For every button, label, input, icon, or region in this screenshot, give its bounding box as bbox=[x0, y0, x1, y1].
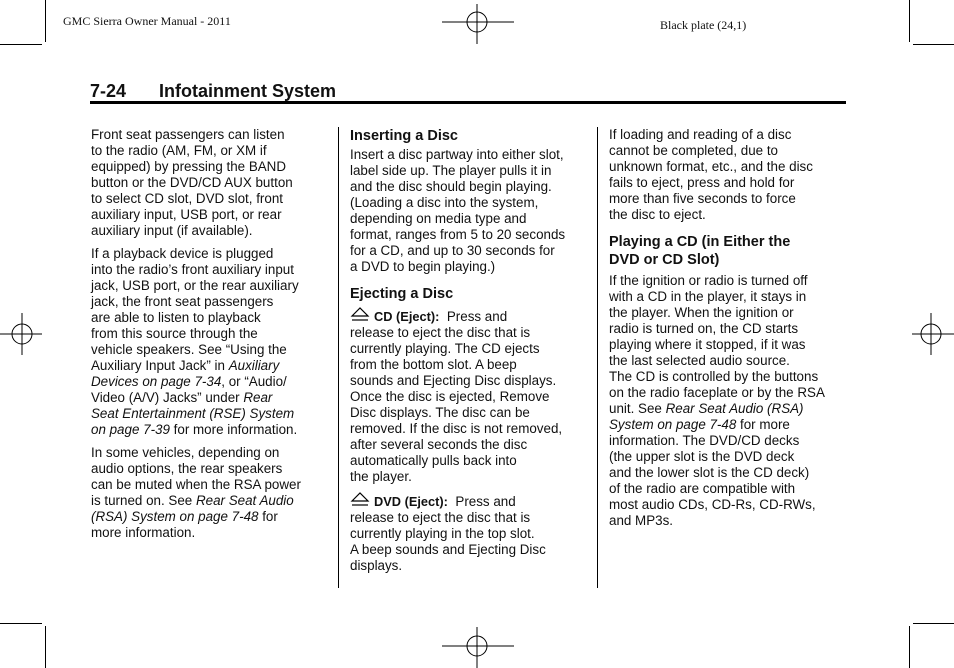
text-line: Disc displays. The disc can be bbox=[350, 405, 530, 420]
text-line bbox=[609, 401, 849, 417]
text-line: audio options, the rear speakers bbox=[91, 461, 283, 476]
text-line: playing where it stopped, if it was bbox=[609, 337, 806, 352]
text-line: of the radio are compatible with bbox=[609, 481, 796, 496]
subheading-line: DVD or CD Slot) bbox=[609, 252, 720, 268]
crop-mark bbox=[909, 0, 910, 42]
cross-reference-link[interactable]: System on page 7-48 bbox=[609, 417, 737, 432]
column-2 bbox=[350, 127, 590, 581]
text-line: on the radio faceplate or by the RSA bbox=[609, 385, 825, 400]
eject-icon bbox=[350, 492, 370, 508]
text-run: Press and bbox=[439, 309, 508, 324]
text-line: from the bottom slot. A beep bbox=[350, 357, 517, 372]
text-run: Video (A/V) Jacks” under bbox=[91, 390, 244, 405]
text-line bbox=[91, 374, 331, 390]
text-line: removed. If the disc is not removed, bbox=[350, 421, 563, 436]
text-line: can be muted when the RSA power bbox=[91, 477, 301, 492]
page-number: 7-24 bbox=[90, 81, 127, 101]
text-line: button or the DVD/CD AUX button bbox=[91, 175, 293, 190]
text-line: and the disc should begin playing. bbox=[350, 179, 552, 194]
plate-label: Black plate (24,1) bbox=[660, 18, 747, 32]
text-line: sounds and Ejecting Disc displays. bbox=[350, 373, 557, 388]
text-line: jack, the front seat passengers bbox=[91, 294, 274, 309]
text-line: currently playing. The CD ejects bbox=[350, 341, 540, 356]
cross-reference-link[interactable]: Seat Entertainment (RSE) System bbox=[91, 406, 295, 421]
text-line bbox=[91, 509, 331, 525]
text-line: If a playback device is plugged bbox=[91, 246, 274, 261]
registration-mark bbox=[0, 313, 42, 355]
text-line: to select CD slot, DVD slot, front bbox=[91, 191, 283, 206]
cross-reference-link[interactable]: Rear Seat Audio (RSA) bbox=[665, 401, 804, 416]
text-run: for more information. bbox=[169, 422, 298, 437]
subheading-line: Playing a CD (in Either the bbox=[609, 234, 791, 250]
text-line: the player. bbox=[350, 469, 412, 484]
paragraph bbox=[350, 147, 590, 275]
text-run: Press and bbox=[447, 494, 516, 509]
column-divider bbox=[338, 127, 339, 588]
text-line: A beep sounds and Ejecting Disc bbox=[350, 542, 546, 557]
text-line: release to eject the disc that is bbox=[350, 510, 531, 525]
text-line: auxiliary input (if available). bbox=[91, 223, 253, 238]
subheading bbox=[609, 233, 849, 269]
text-line: jack, USB port, or the rear auxiliary bbox=[91, 278, 299, 293]
cross-reference-link[interactable]: Rear Seat Audio bbox=[195, 493, 294, 508]
text-line: after several seconds the disc bbox=[350, 437, 528, 452]
text-line: information. The DVD/CD decks bbox=[609, 433, 800, 448]
text-line bbox=[91, 390, 331, 406]
text-line: If loading and reading of a disc bbox=[609, 127, 792, 142]
text-line: and MP3s. bbox=[609, 513, 674, 528]
registration-mark bbox=[912, 313, 954, 355]
crop-mark bbox=[913, 44, 954, 45]
column-3 bbox=[609, 127, 849, 536]
text-line: from this source through the bbox=[91, 326, 258, 341]
text-run: Auxiliary Input Jack” in bbox=[91, 358, 229, 373]
cross-reference-link[interactable]: on page 7-39 bbox=[91, 422, 170, 437]
crop-mark bbox=[909, 626, 910, 668]
cross-reference-link[interactable]: (RSA) System on page 7-48 bbox=[91, 509, 259, 524]
column-1 bbox=[91, 127, 331, 548]
text-line bbox=[350, 492, 590, 510]
crop-mark bbox=[45, 626, 46, 668]
text-line: auxiliary input, USB port, or rear bbox=[91, 207, 282, 222]
text-line: currently playing in the top slot. bbox=[350, 526, 535, 541]
text-line: (the upper slot is the DVD deck bbox=[609, 449, 795, 464]
text-line bbox=[91, 358, 331, 374]
text-line: Insert a disc partway into either slot, bbox=[350, 147, 564, 162]
eject-icon bbox=[350, 307, 370, 323]
text-run: for bbox=[258, 509, 278, 524]
text-line bbox=[91, 422, 331, 438]
text-line: automatically pulls back into bbox=[350, 453, 517, 468]
text-line: most audio CDs, CD-Rs, CD-RWs, bbox=[609, 497, 816, 512]
text-line: label side up. The player pulls it in bbox=[350, 163, 552, 178]
text-line: cannot be completed, due to bbox=[609, 143, 778, 158]
text-line: to the radio (AM, FM, or XM if bbox=[91, 143, 267, 158]
text-line: vehicle speakers. See “Using the bbox=[91, 342, 287, 357]
text-line: a DVD to begin playing.) bbox=[350, 259, 496, 274]
crop-mark bbox=[0, 44, 42, 45]
text-line: (Loading a disc into the system, bbox=[350, 195, 539, 210]
paragraph bbox=[350, 492, 590, 574]
text-line bbox=[91, 493, 331, 509]
text-line: the last selected audio source. bbox=[609, 353, 790, 368]
text-line: unknown format, etc., and the disc bbox=[609, 159, 813, 174]
registration-mark bbox=[442, 627, 514, 668]
subheading: Inserting a Disc bbox=[350, 128, 458, 144]
text-line: format, ranges from 5 to 20 seconds bbox=[350, 227, 566, 242]
cd-eject-label: CD (Eject): bbox=[374, 309, 440, 324]
text-line: and the lower slot is the CD deck) bbox=[609, 465, 810, 480]
text-line: with a CD in the player, it stays in bbox=[609, 289, 807, 304]
text-line: depending on media type and bbox=[350, 211, 527, 226]
cross-reference-link[interactable]: Devices on page 7-34 bbox=[91, 374, 222, 389]
paragraph bbox=[609, 127, 849, 223]
section-title: Infotainment System bbox=[159, 81, 337, 101]
paragraph bbox=[609, 273, 849, 529]
text-run: unit. See bbox=[609, 401, 666, 416]
text-line: radio is turned on, the CD starts bbox=[609, 321, 799, 336]
registration-mark bbox=[442, 4, 514, 44]
text-line: the player. When the ignition or bbox=[609, 305, 794, 320]
manual-title: GMC Sierra Owner Manual - 2011 bbox=[63, 14, 231, 28]
text-line: release to eject the disc that is bbox=[350, 325, 531, 340]
text-run: for more bbox=[736, 417, 790, 432]
text-line: displays. bbox=[350, 558, 403, 573]
text-line bbox=[91, 406, 331, 422]
text-line: more information. bbox=[91, 525, 196, 540]
text-line: fails to eject, press and hold for bbox=[609, 175, 795, 190]
title-rule bbox=[90, 101, 846, 104]
text-line bbox=[609, 417, 849, 433]
cross-reference-link[interactable]: Auxiliary bbox=[228, 358, 280, 373]
text-line bbox=[350, 307, 590, 325]
subheading: Ejecting a Disc bbox=[350, 286, 454, 302]
column-divider bbox=[597, 127, 598, 588]
paragraph bbox=[91, 445, 331, 541]
section-header bbox=[90, 81, 846, 103]
text-line: into the radio’s front auxiliary input bbox=[91, 262, 294, 277]
text-line: The CD is controlled by the buttons bbox=[609, 369, 819, 384]
text-run: , or “Audio/ bbox=[221, 374, 287, 389]
cross-reference-link[interactable]: Rear bbox=[243, 390, 273, 405]
text-line: the disc to eject. bbox=[609, 207, 706, 222]
dvd-eject-label: DVD (Eject): bbox=[374, 494, 448, 509]
text-line: Once the disc is ejected, Remove bbox=[350, 389, 550, 404]
text-run: is turned on. See bbox=[91, 493, 196, 508]
paragraph bbox=[350, 307, 590, 485]
crop-mark bbox=[0, 623, 42, 624]
paragraph bbox=[91, 246, 331, 438]
text-line: If the ignition or radio is turned off bbox=[609, 273, 808, 288]
crop-mark bbox=[45, 0, 46, 42]
text-line: are able to listen to playback bbox=[91, 310, 261, 325]
text-line: In some vehicles, depending on bbox=[91, 445, 280, 460]
text-line: equipped) by pressing the BAND bbox=[91, 159, 287, 174]
paragraph bbox=[91, 127, 331, 239]
text-line: Front seat passengers can listen bbox=[91, 127, 285, 142]
crop-mark bbox=[913, 623, 954, 624]
text-line: for a CD, and up to 30 seconds for bbox=[350, 243, 555, 258]
text-line: more than five seconds to force bbox=[609, 191, 796, 206]
